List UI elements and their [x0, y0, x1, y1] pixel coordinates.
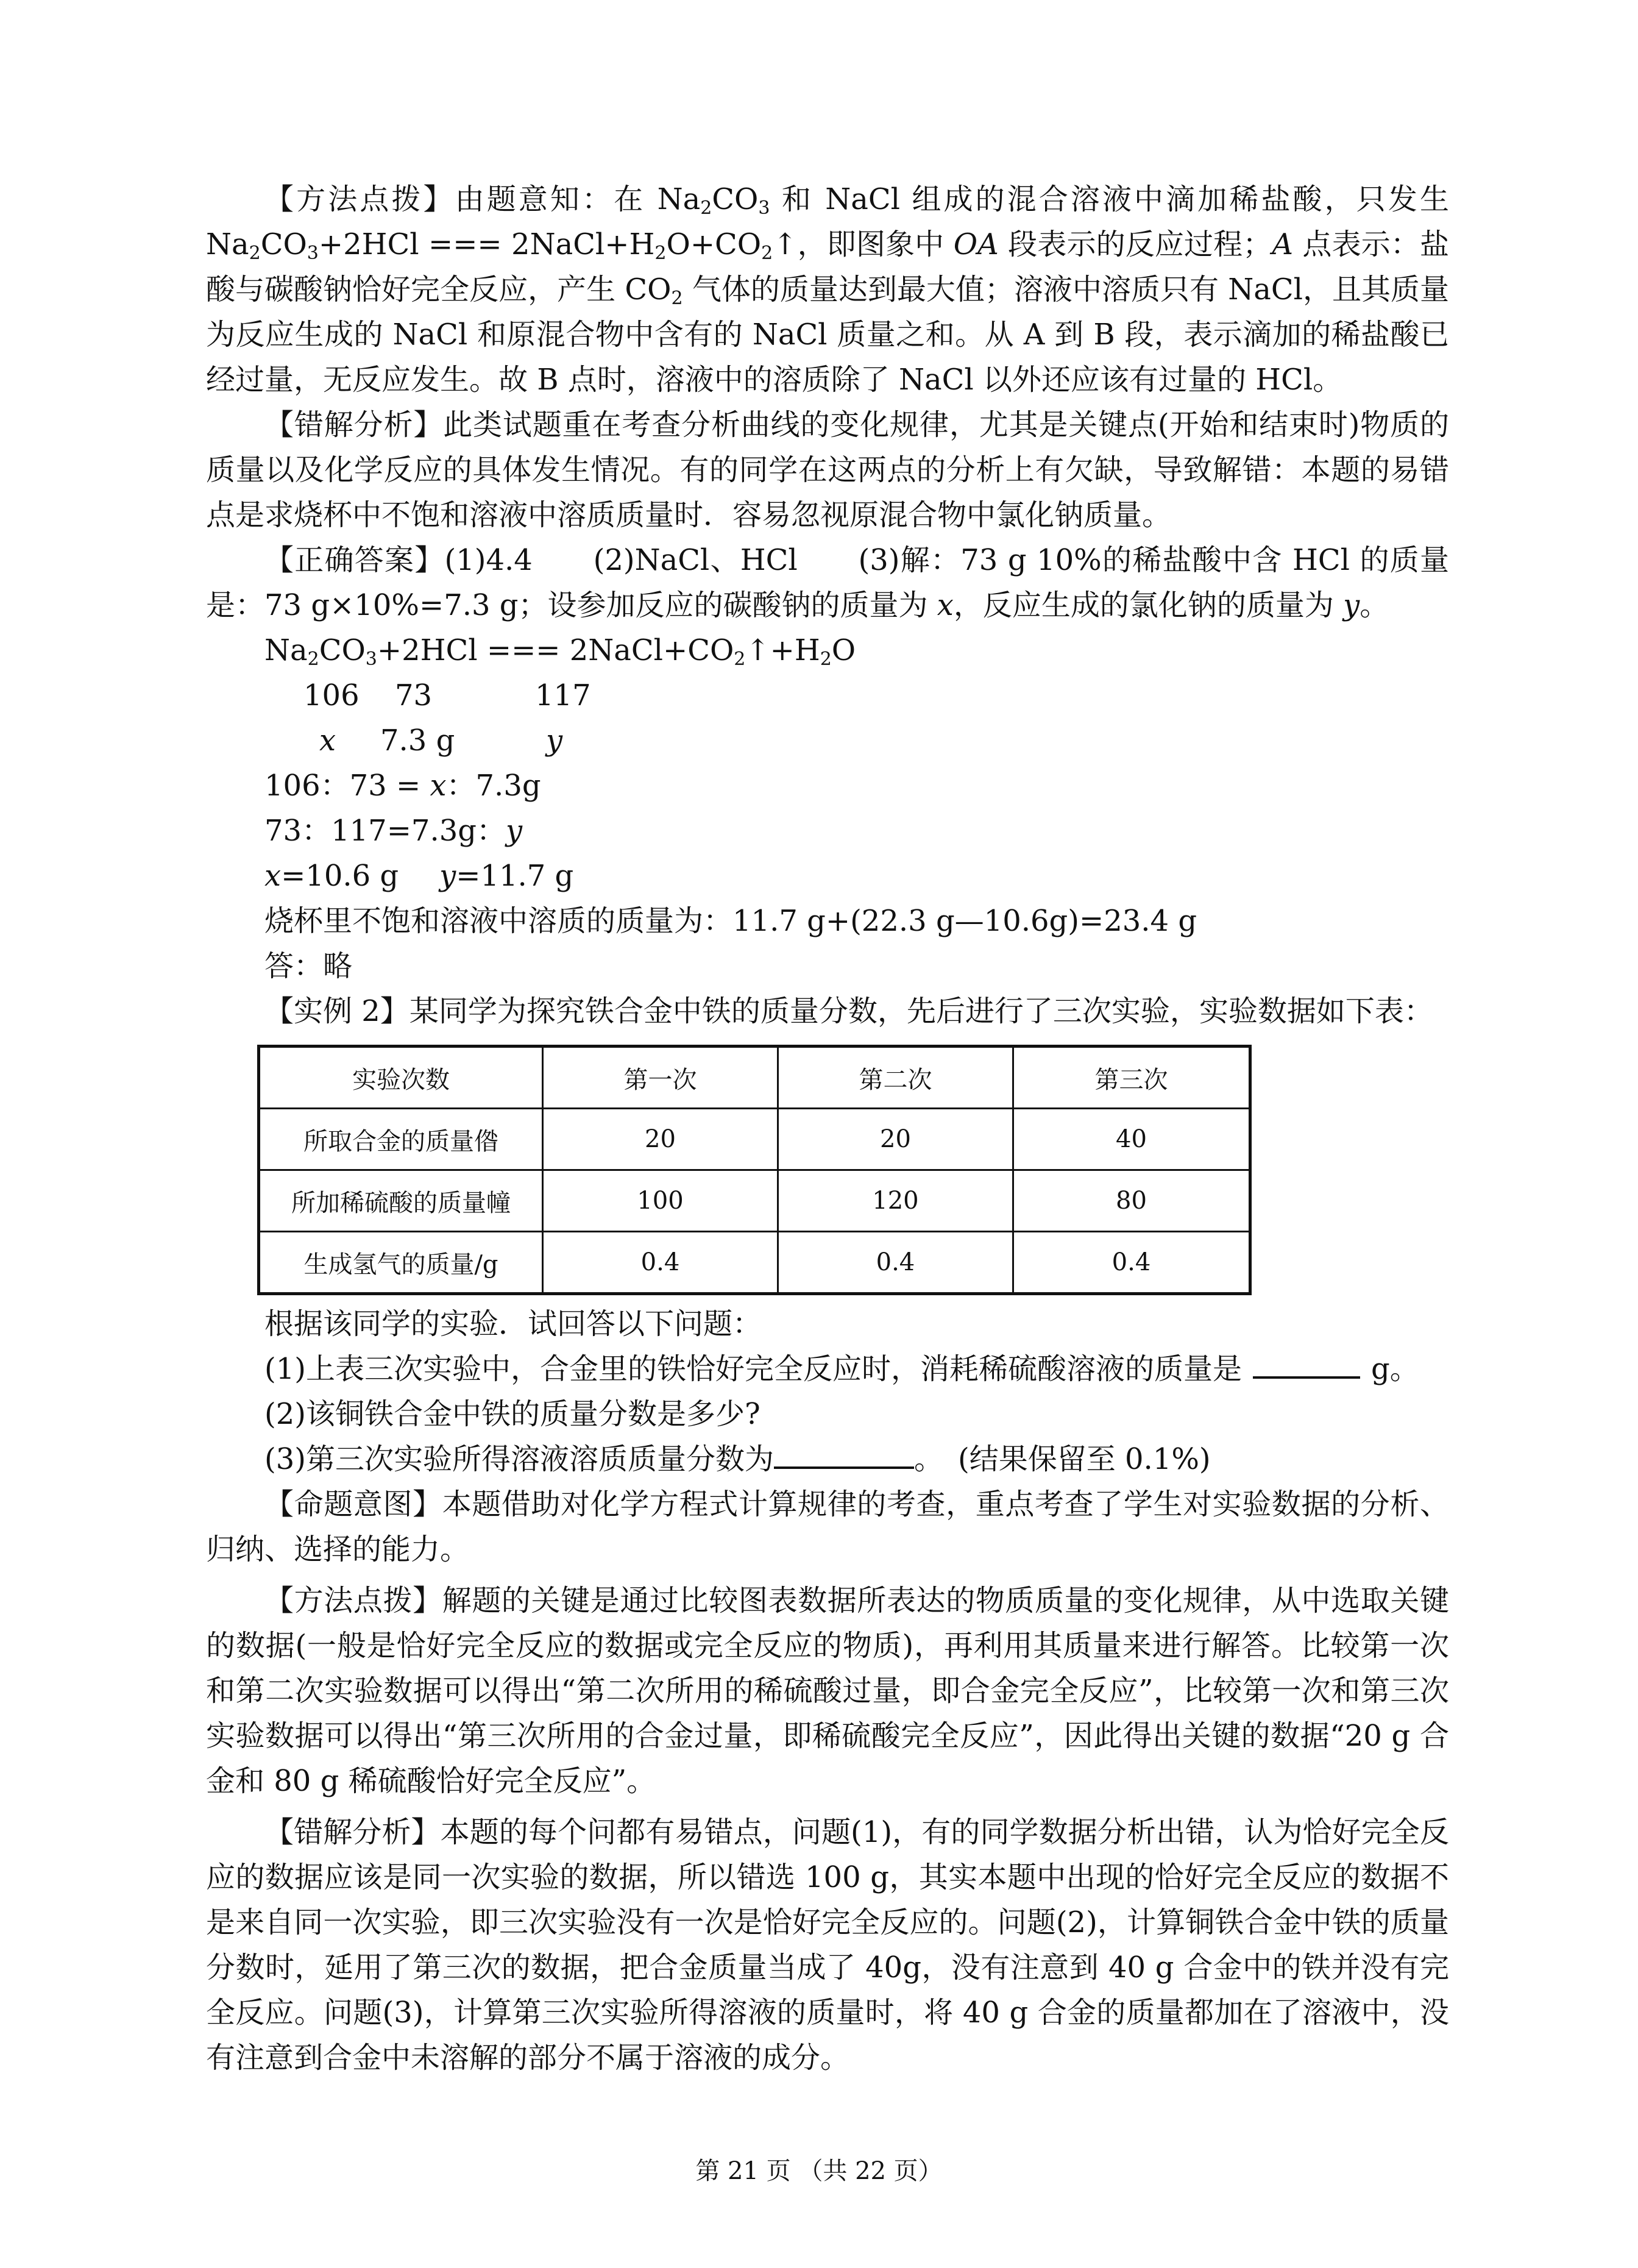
answer-blank[interactable]	[774, 1442, 914, 1469]
table-cell: 20	[543, 1109, 778, 1170]
table-cell: 80	[1013, 1170, 1250, 1232]
table-cell: 20	[778, 1109, 1013, 1170]
table-cell: 0.4	[543, 1232, 778, 1294]
questions-intro: 根据该同学的实验．试回答以下问题：	[264, 1307, 762, 1341]
result-line: x=10.6 g y=11.7 g	[264, 859, 574, 893]
table-row	[259, 1109, 1250, 1170]
chemical-equation: $Na_2CO_3+2HCl$ === $2NaCl+CO_2↑+H_2O$	[264, 633, 856, 670]
document-page	[206, 177, 1449, 2080]
table-cell: 所取合金的质量偺	[259, 1109, 543, 1170]
answer-blank[interactable]	[1253, 1352, 1360, 1379]
method-hint-paragraph-2: 【方法点拨】解题的关键是通过比较图表数据所表达的物质质量的变化规律，从中选取关键的数据(一般是恰好完全反应的数据或完全反应的物质)，再利用其质量来进行解答。比较第一次和第二次实验数据可以得出“第二次所用的稀硫酸过量，即合金完全反应”，比较第一次和第三次实验数据可以得出“第三次所用的合金过量，即稀硫酸完全反应”，因此得出关键的数据“20 g 合金和 80 g 稀硫酸恰好完全反应”。	[206, 1584, 1449, 1798]
experiment-data-table	[257, 1045, 1252, 1295]
intent-paragraph: 【命题意图】本题借助对化学方程式计算规律的考查，重点考查了学生对实验数据的分析、归纳、选择的能力。	[206, 1487, 1449, 1566]
table-cell: 生成氢气的质量/g	[259, 1232, 543, 1294]
table-header-cell: 第二次	[778, 1047, 1013, 1109]
correct-answer-paragraph: 【正确答案】(1)4.4 (2)NaCl、HCl (3)解：73 g 10%的稀盐酸中含 HCl 的质量是：73 g×10%=7.3 g；设参加反应的碳酸钠的质量为 x，反应生成的氯化钠的质量为 y。	[206, 543, 1449, 622]
molar-mass-row: 106 73 117	[303, 678, 591, 713]
section-label: 【方法点拨】	[264, 1584, 442, 1618]
section-label: 【实例 2】	[264, 994, 410, 1028]
ratio-line-2: 73：117=7.3g：y	[264, 814, 523, 848]
error-analysis-paragraph-1: 【错解分析】此类试题重在考查分析曲线的变化规律，尤其是关键点(开始和结束时)物质的质量以及化学反应的具体发生情况。有的同学在这两点的分析上有欠缺，导致解错：本题的易错点是求烧杯中不饱和溶液中溶质质量时．容易忽视原混合物中氯化钠质量。	[206, 408, 1449, 532]
section-label: 【错解分析】	[264, 1815, 441, 1849]
answer-line: 答：略	[264, 949, 353, 983]
table-cell: 0.4	[778, 1232, 1013, 1294]
variables-row: x 7.3 g y	[319, 723, 563, 758]
table-row	[259, 1170, 1250, 1232]
table-header-cell: 第三次	[1013, 1047, 1250, 1109]
section-label: 【命题意图】	[264, 1487, 442, 1521]
ratio-line-1: 106：73 = x：7.3g	[264, 769, 541, 803]
table-cell: 100	[543, 1170, 778, 1232]
table-header-row	[259, 1047, 1250, 1109]
table-cell: 40	[1013, 1109, 1250, 1170]
table-cell: 所加稀硫酸的质量幢	[259, 1170, 543, 1232]
question-1: (1)上表三次实验中，合金里的铁恰好完全反应时，消耗稀硫酸溶液的质量是 g。	[264, 1352, 1419, 1386]
question-2: (2)该铜铁合金中铁的质量分数是多少?	[264, 1397, 760, 1431]
example-2-paragraph: 【实例 2】某同学为探究铁合金中铁的质量分数，先后进行了三次实验，实验数据如下表：	[264, 994, 1433, 1028]
page-footer: 第 21 页 （共 22 页）	[695, 2157, 943, 2185]
table-row	[259, 1232, 1250, 1294]
section-label: 【方法点拨】	[264, 182, 455, 216]
method-hint-paragraph-1: 【方法点拨】由题意知：在 $Na_2CO_3$ 和 NaCl 组成的混合溶液中滴加稀盐酸，只发生 $Na_2CO_3+2HCl$ === $2NaCl+H_2O+CO_2↑$，即图象中 OA 段表示的反应过程；A 点表示：盐酸与碳酸钠恰好完全反应，产生 $CO_2$ 气体的质量达到最大值；溶液中溶质只有 NaCl，且其质量为反应生成的 NaCl 和原混合物中含有的 NaCl 质量之和。从 A 到 B 段，表示滴加的稀盐酸已经过量，无反应发生。故 B 点时，溶液中的溶质除了 NaCl 以外还应该有过量的 HCl。	[206, 182, 1450, 397]
table-header-cell: 第一次	[543, 1047, 778, 1109]
section-label: 【错解分析】	[264, 408, 444, 442]
question-3: (3)第三次实验所得溶液溶质质量分数为 。 (结果保留至 0.1%)	[264, 1442, 1211, 1476]
table-header-cell: 实验次数	[259, 1047, 543, 1109]
solute-mass-line: 烧杯里不饱和溶液中溶质的质量为：11.7 g+(22.3 g—10.6g)=23.4 g	[264, 904, 1197, 938]
error-analysis-paragraph-2: 【错解分析】本题的每个问都有易错点，问题(1)，有的同学数据分析出错，认为恰好完全反应的数据应该是同一次实验的数据，所以错选 100 g，其实本题中出现的恰好完全反应的数据不是来自同一次实验，即三次实验没有一次是恰好完全反应的。问题(2)，计算铜铁合金中铁的质量分数时，延用了第三次的数据，把合金质量当成了 40g，没有注意到 40 g 合金中的铁并没有完全反应。问题(3)，计算第三次实验所得溶液的质量时，将 40 g 合金的质量都加在了溶液中，没有注意到合金中未溶解的部分不属于溶液的成分。	[206, 1815, 1449, 2075]
table-cell: 120	[778, 1170, 1013, 1232]
section-label: 【正确答案】	[264, 543, 445, 577]
table-cell: 0.4	[1013, 1232, 1250, 1294]
